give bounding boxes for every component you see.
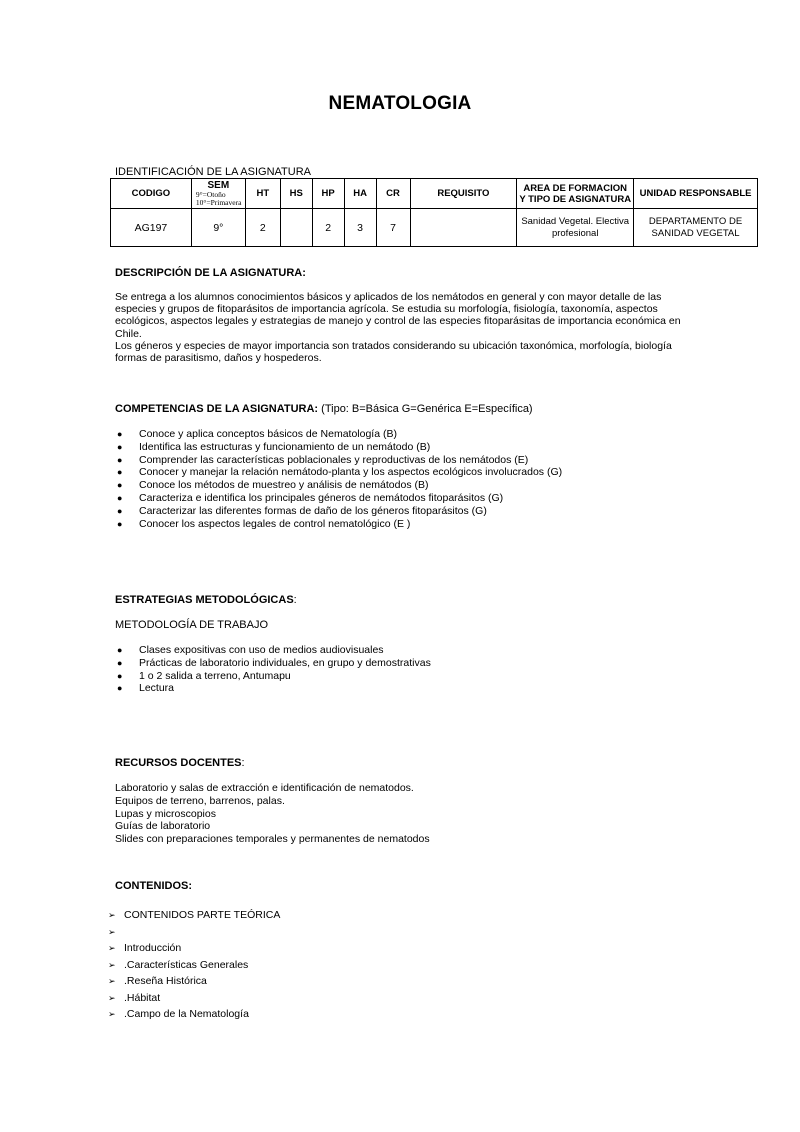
resources-heading — [115, 757, 245, 769]
resources-line: Lupas y microscopios — [115, 807, 216, 820]
list-item: ➢ Introducción — [108, 940, 280, 957]
cell-sem: 9° — [191, 209, 245, 247]
cell-area: Sanidad Vegetal. Electiva profesional — [517, 209, 634, 247]
list-item: ➢ .Campo de la Nematología — [108, 1006, 280, 1023]
strategies-heading-colon: : — [293, 594, 297, 606]
list-item: ➢ .Características Generales — [108, 957, 280, 974]
cell-ha: 3 — [344, 209, 376, 247]
description-heading: DESCRIPCIÓN DE LA ASIGNATURA: — [115, 267, 306, 279]
strategies-heading — [115, 594, 297, 606]
header-cr: CR — [376, 179, 410, 209]
cell-codigo: AG197 — [111, 209, 192, 247]
identification-heading-text: IDENTIFICACIÓN DE LA ASIGNATURA — [115, 166, 311, 178]
cell-requisito — [410, 209, 517, 247]
arrow-bullet-icon: ➢ — [108, 943, 116, 953]
header-ha: HA — [344, 179, 376, 209]
strategies-subheading: METODOLOGÍA DE TRABAJO — [115, 619, 269, 631]
bullet-icon: ● — [117, 441, 123, 452]
bullet-icon: ● — [117, 683, 123, 694]
bullet-icon: ● — [117, 518, 123, 529]
bullet-icon: ● — [117, 492, 123, 503]
contents-heading: CONTENIDOS: — [115, 880, 192, 892]
list-item: ● Conoce y aplica conceptos básicos de Nematología (B) — [117, 428, 397, 440]
list-item — [108, 924, 280, 941]
page-title: NEMATOLOGIA — [328, 93, 472, 114]
list-item: ● Conoce los métodos de muestreo y análisis de nemátodos (B) — [117, 479, 429, 492]
header-unidad: UNIDAD RESPONSABLE — [634, 179, 758, 209]
list-item: ● Prácticas de laboratorio individuales, en grupo y demostrativas — [117, 656, 431, 669]
bullet-icon: ● — [117, 467, 123, 478]
header-codigo: CODIGO — [111, 179, 192, 209]
bullet-icon: ● — [117, 657, 123, 668]
list-item: ➢ CONTENIDOS PARTE TEÓRICA — [108, 907, 280, 924]
bullet-icon: ● — [117, 480, 123, 491]
competencies-heading — [115, 403, 533, 415]
header-hs: HS — [280, 179, 312, 209]
table-header-row — [111, 179, 758, 209]
cell-hs — [280, 209, 312, 247]
list-item: ➢ .Hábitat — [108, 990, 280, 1007]
header-sem-note-autumn: 9°=Otoño — [195, 189, 226, 199]
list-item: ● Identifica las estructuras y funcionamiento de un nemátodo (B) — [117, 440, 431, 453]
competencies-type-note: (Tipo: B=Básica G=Genérica E=Específica) — [321, 403, 533, 415]
bullet-icon: ● — [117, 454, 123, 465]
arrow-bullet-icon: ➢ — [108, 910, 116, 920]
resources-text — [115, 782, 695, 846]
table-row — [111, 209, 758, 247]
contents-list — [108, 907, 280, 1023]
list-item: ● 1 o 2 salida a terreno, Antumapu — [117, 669, 291, 682]
bullet-icon: ● — [117, 645, 123, 655]
resources-line: Guías de laboratorio — [115, 820, 211, 833]
resources-line: Slides con preparaciones temporales y permanentes de nematodos — [115, 833, 430, 846]
list-item: ● Caracterizar las diferentes formas de daño de los géneros fitoparásitos (G) — [117, 504, 487, 517]
cell-unidad: DEPARTAMENTO DE SANIDAD VEGETAL — [634, 209, 758, 247]
strategies-list — [115, 644, 431, 695]
description-paragraph-1: Se entrega a los alumnos conocimientos básicos y aplicados de los nemátodos en general y con mayor detalle de las especies y grupos de fitoparásitos de importancia agrícola. Se estudia su morfología, fisiología, taxonomía, aspectos ecológicos, aspectos legales y estrategias de manejo y control de las especies fitoparásitas de importancia económica en Chile. — [115, 291, 681, 340]
cell-ht: 2 — [245, 209, 280, 247]
header-requisito: REQUISITO — [410, 179, 517, 209]
arrow-bullet-icon: ➢ — [108, 926, 116, 937]
bullet-icon: ● — [117, 670, 123, 681]
list-item: ● Lectura — [117, 682, 175, 695]
header-hp: HP — [312, 179, 344, 209]
list-item: ● Caracteriza e identifica los principales géneros de nemátodos fitoparásitos (G) — [117, 491, 504, 504]
resources-line: Equipos de terreno, barrenos, palas. — [115, 794, 285, 807]
identification-table — [110, 178, 758, 247]
description-paragraph-2: Los géneros y especies de mayor importancia son tratados considerando su ubicación taxonómica, morfología, biología formas de parasitismo, daños y hospederos. — [115, 339, 672, 365]
header-sem-label: SEM — [207, 179, 230, 191]
resources-line: Laboratorio y salas de extracción e identificación de nematodos. — [115, 782, 414, 794]
cell-hp: 2 — [312, 209, 344, 247]
arrow-bullet-icon: ➢ — [108, 1009, 116, 1019]
list-item: ● Conocer y manejar la relación nemátodo-planta y los aspectos ecológicos involucrados (G) — [117, 466, 563, 479]
arrow-bullet-icon: ➢ — [108, 959, 116, 970]
list-item: ● Clases expositivas con uso de medios audiovisuales — [117, 644, 384, 656]
list-item: ● Comprender las características poblacionales y reproductivas de los nemátodos (E) — [117, 453, 529, 466]
resources-heading-colon: : — [241, 757, 245, 769]
description-text — [115, 291, 695, 364]
cell-cr: 7 — [376, 209, 410, 247]
list-item: ● Conocer los aspectos legales de control nematológico (E ) — [117, 517, 411, 530]
list-item: ➢ .Reseña Histórica — [108, 973, 280, 990]
header-sem — [191, 179, 245, 209]
resources-heading-text: RECURSOS DOCENTES — [115, 757, 242, 769]
bullet-icon: ● — [117, 505, 123, 516]
header-ht: HT — [245, 179, 280, 209]
identification-heading — [115, 166, 311, 178]
bullet-icon: ● — [117, 429, 123, 439]
header-sem-note-spring: 10°=Primavera — [195, 197, 242, 207]
arrow-bullet-icon: ➢ — [108, 976, 116, 986]
strategies-heading-text: ESTRATEGIAS METODOLÓGICAS — [115, 594, 294, 606]
header-area: AREA DE FORMACION Y TIPO DE ASIGNATURA — [517, 179, 634, 209]
competencies-heading-text: COMPETENCIAS DE LA ASIGNATURA: — [115, 403, 319, 415]
competencies-list — [115, 428, 562, 530]
arrow-bullet-icon: ➢ — [108, 992, 116, 1003]
